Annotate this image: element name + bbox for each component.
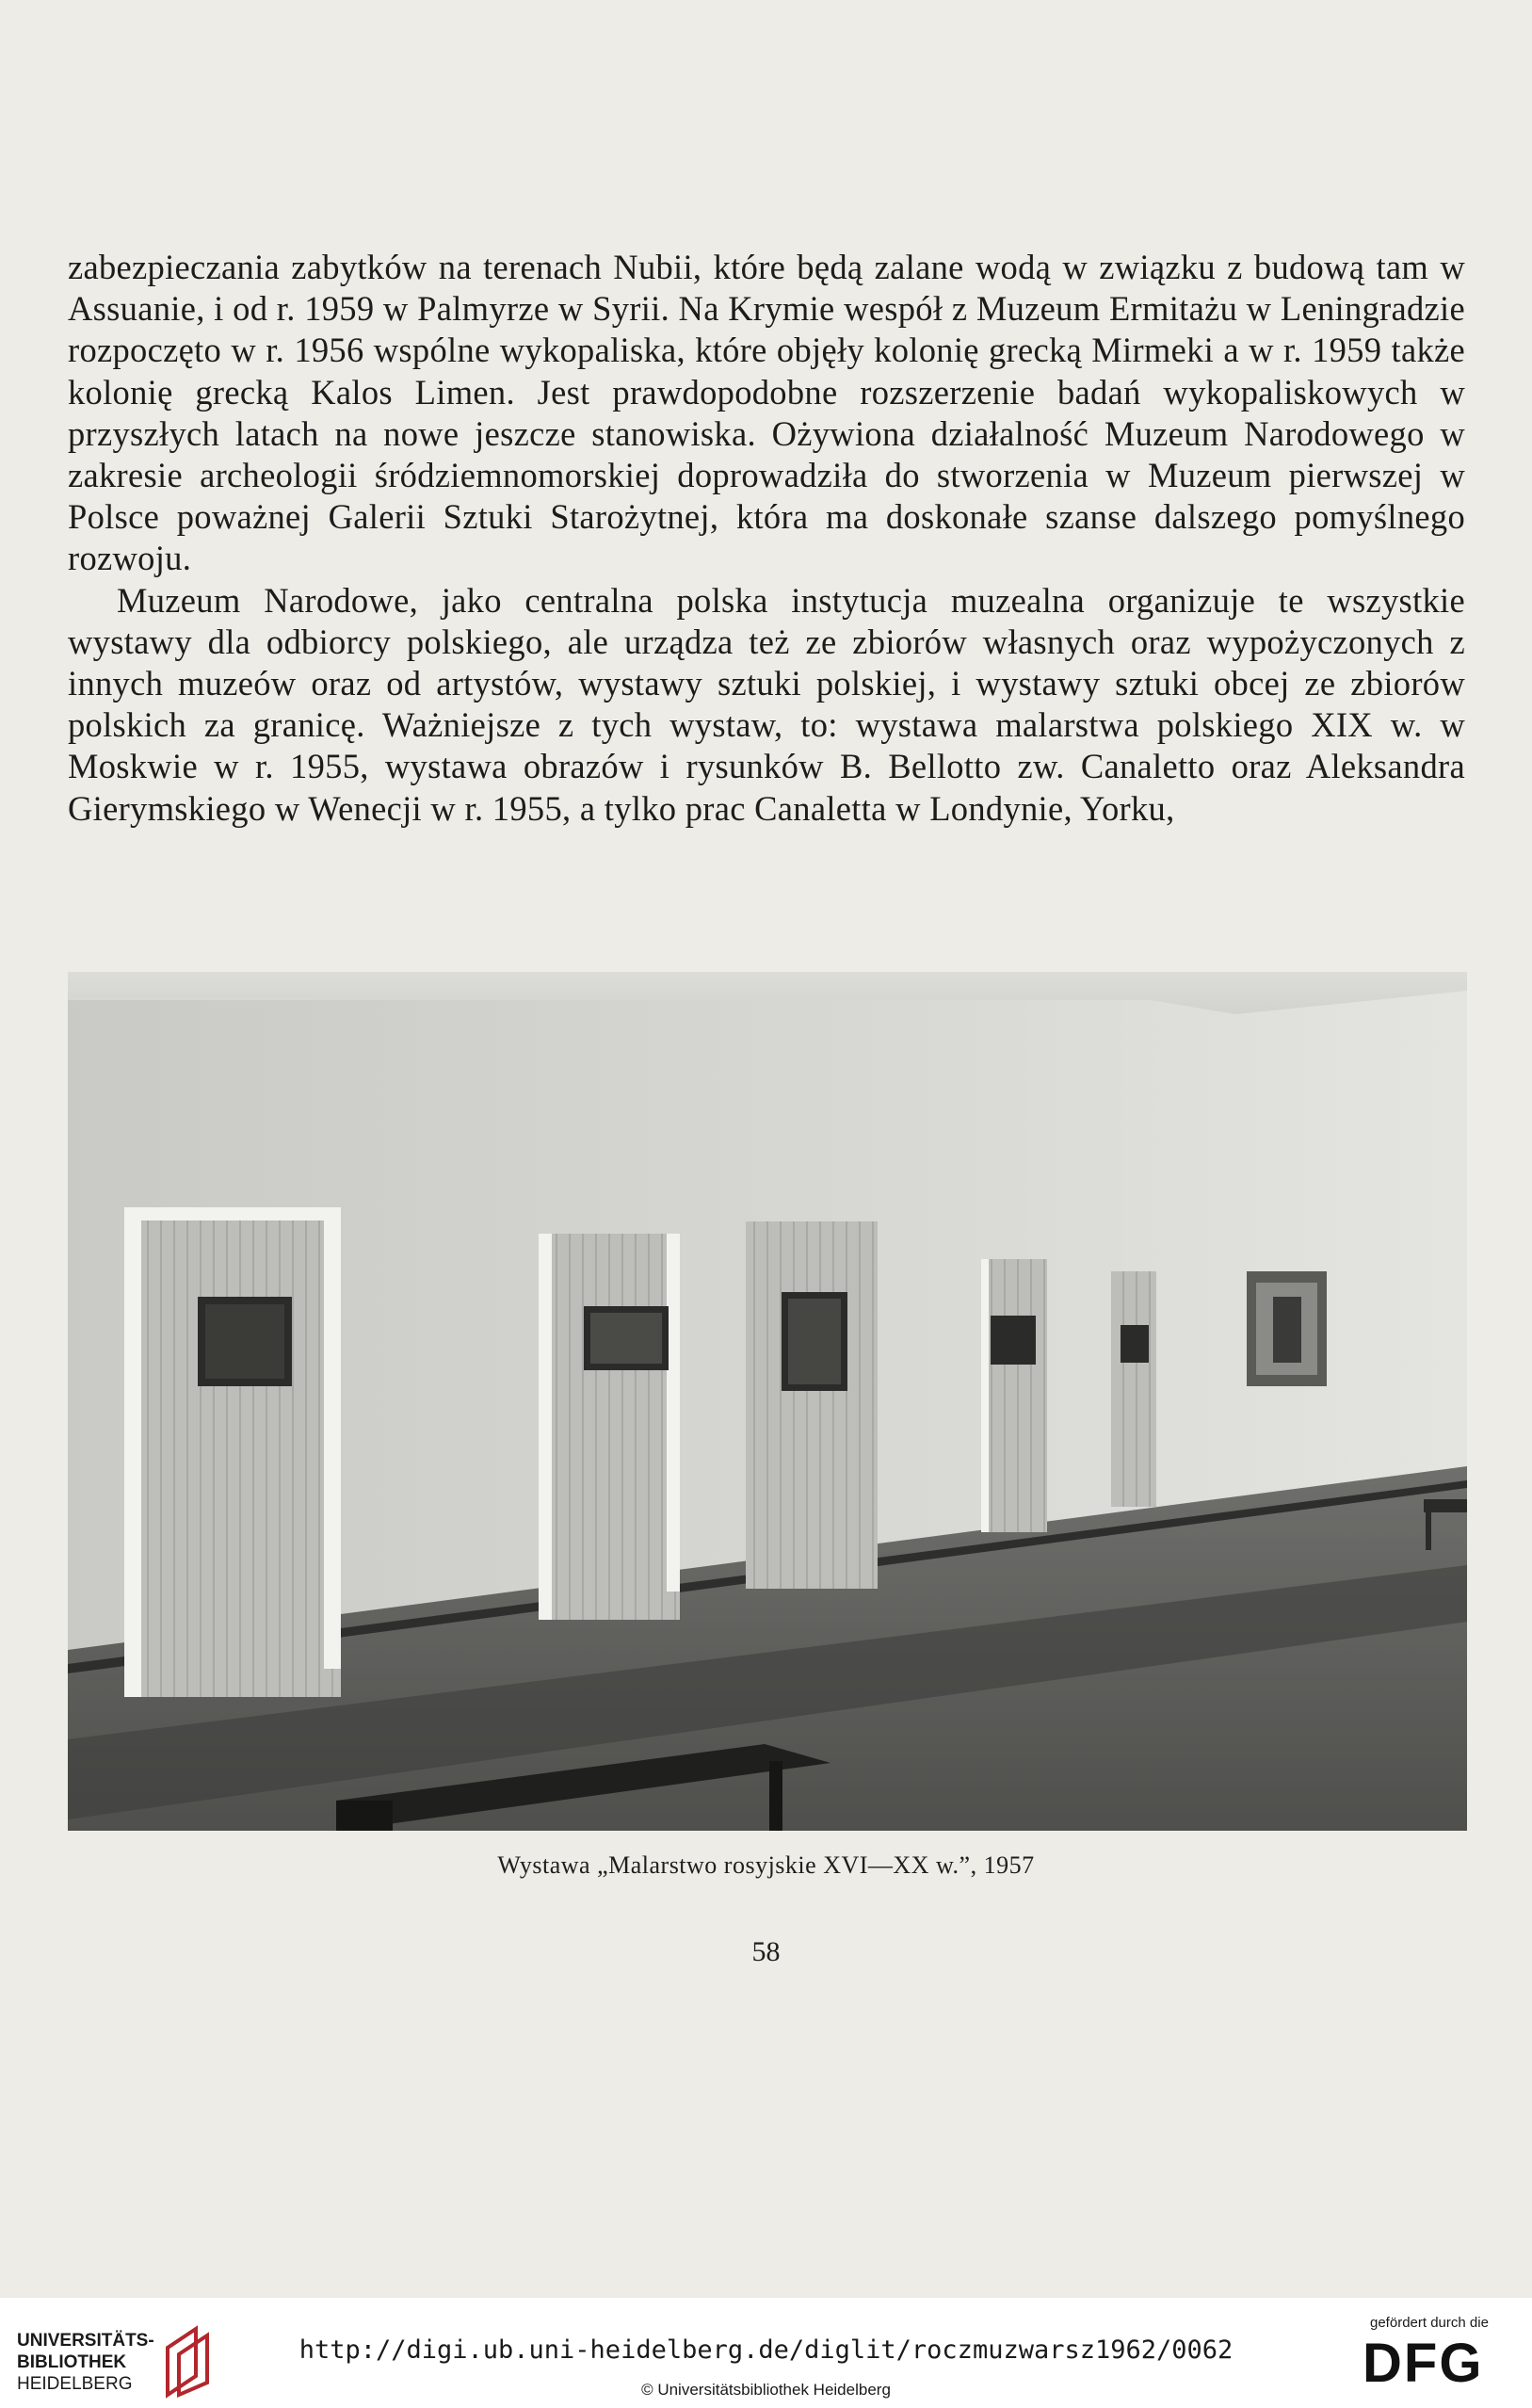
gallery-room-illustration	[68, 972, 1467, 1831]
dfg-wordmark: DFG	[1363, 2333, 1484, 2394]
paragraph-2: Muzeum Narodowe, jako centralna polska instytucja muzealna organizuje te wszystkie wystawy dla odbiorcy polskiego, ale urządza też ze zbiorów własnych oraz wypożyczonych z innych muzeów oraz od artystów, wystawy sztuki polskiej, i wystawy sztuki obcej ze zbiorów polskich za granicę. Ważniejsze z tych wystaw, to: wystawa malarstwa polskiego XIX w. w Moskwie w r. 1955, wystawa obrazów i rysunków B. Bellotto zw. Canaletto oraz Aleksandra Gierymskiego w Wenecji w r. 1955, a tylko prac Canaletta w Londynie, Yorku,	[68, 580, 1465, 828]
paragraph-1: zabezpieczania zabytków na terenach Nubii, które będą zalane wodą w związku z budową tam w Assuanie, i od r. 1959 w Palmyrze w Syrii. Na Krymie wespół z Muzeum Ermitażu w Leningradzie rozpoczęto w r. 1956 wspólne wykopaliska, które objęły kolonię grecką Mirmeki a w r. 1959 także kolonię grecką Kalos Limen. Jest prawdopodobne rozszerzenie badań wykopaliskowych w przyszłych latach na nowe jeszcze stanowiska. Ożywiona działalność Muzeum Narodowego w zakresie archeologii śródziemnomorskiej doprowadziła do stworzenia w Muzeum pierwszej w Polsce poważnej Galerii Sztuki Starożytnej, która ma doskonałe szanse dalszego pomyślnego rozwoju.	[68, 248, 1465, 578]
framed-painting-right	[1247, 1271, 1327, 1386]
library-line-1: UNIVERSITÄTS-	[17, 2331, 154, 2351]
display-panel-2	[539, 1234, 680, 1620]
permalink[interactable]	[0, 2335, 1532, 2365]
library-line-2: BIBLIOTHEK	[17, 2352, 127, 2372]
display-panel-3	[746, 1221, 878, 1589]
body-text	[68, 247, 1465, 830]
permalink-link[interactable]: http://digi.ub.uni-heidelberg.de/diglit/roczmuzwarsz1962/0062	[298, 2335, 1234, 2365]
display-panel-1	[124, 1207, 341, 1697]
library-line-3: HEIDELBERG	[17, 2374, 133, 2394]
exhibition-photo	[68, 972, 1467, 1831]
digitization-footer	[0, 2298, 1532, 2408]
display-panel-4	[981, 1259, 1047, 1532]
copyright-notice: © Universitätsbibliothek Heidelberg	[641, 2381, 891, 2399]
figure-caption: Wystawa „Malarstwo rosyjskie XVI—XX w.”, 1957	[497, 1851, 1035, 1879]
funder-note: gefördert durch die	[1370, 2315, 1489, 2331]
dfg-logo[interactable]	[1353, 2315, 1504, 2400]
page-number: 58	[751, 1936, 781, 1967]
display-panel-5	[1111, 1271, 1156, 1507]
